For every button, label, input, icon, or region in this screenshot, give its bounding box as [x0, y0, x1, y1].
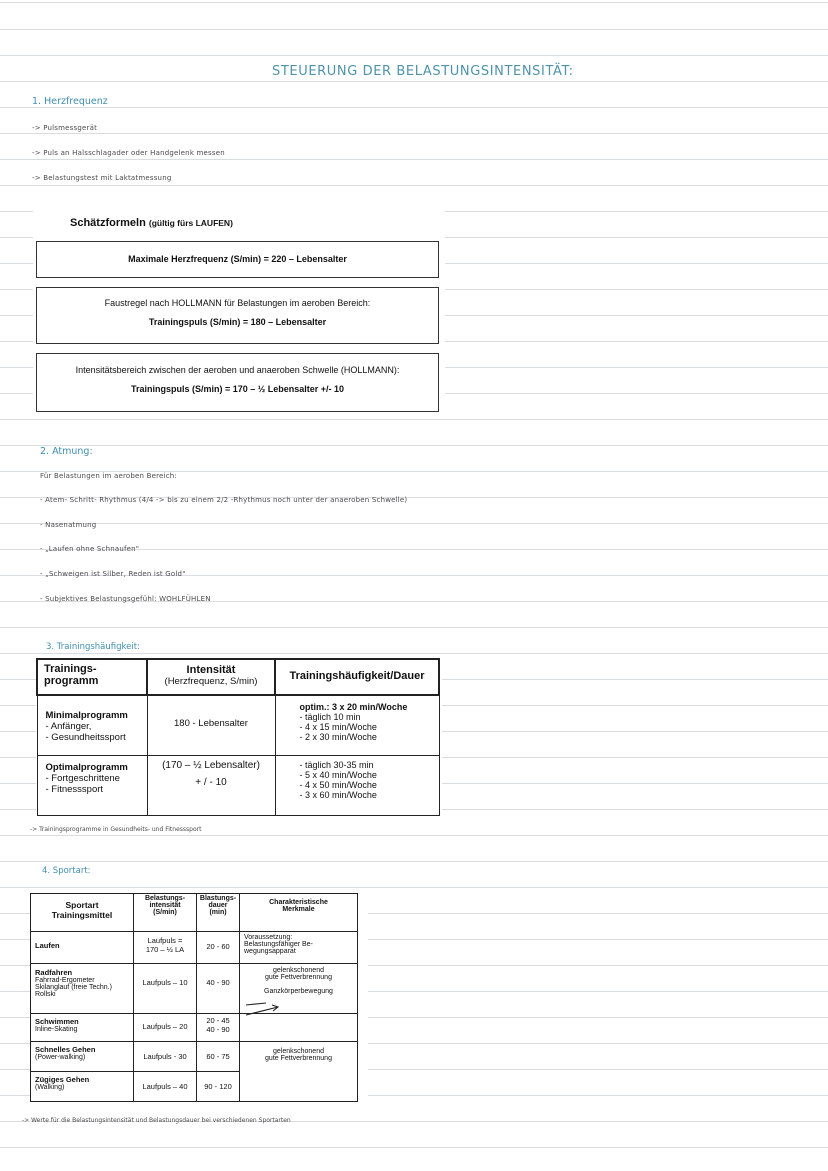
list-item: - Nasenatmung	[40, 521, 97, 529]
col-header-program: Trainings- programm	[37, 659, 147, 695]
formula-box-max-hr	[36, 241, 439, 278]
intensity-cell: (170 – ½ Lebensalter) + / - 10	[147, 755, 275, 815]
list-item: -> Pulsmessgerät	[32, 124, 98, 132]
table-row	[31, 1014, 358, 1042]
frequency-cell: optim.: 3 x 20 min/Woche - täglich 10 min - 4 x 15 min/Woche - 2 x 30 min/Woche	[275, 695, 439, 755]
duration-cell: 40 - 90	[197, 964, 240, 1014]
table-row	[31, 1042, 358, 1072]
section-frequency-heading: 3. Trainingshäufigkeit:	[46, 642, 140, 652]
list-item: - „Laufen ohne Schnaufen"	[40, 545, 140, 553]
features-cell: gelenkschonend gute Fettverbrennung Ganzkörperbewegung	[240, 964, 358, 1014]
sport-table-note: -> Werte für die Belastungsintensität und Belastungsdauer bei verschiedenen Sportarten	[22, 1117, 291, 1124]
table-row	[31, 1072, 358, 1102]
breathing-intro: Für Belastungen im aeroben Bereich:	[40, 472, 177, 480]
sport-table	[30, 893, 358, 1102]
table-row	[37, 695, 439, 755]
formula-training-pulse-threshold: Trainingspuls (S/min) = 170 – ½ Lebensalter +/- 10	[130, 384, 345, 394]
formula-max-hr: Maximale Herzfrequenz (S/min) = 220 – Lebensalter	[128, 254, 347, 264]
section-heart-rate-heading: 1. Herzfrequenz	[32, 96, 108, 107]
duration-cell: 90 - 120	[197, 1072, 240, 1102]
features-cell: gelenkschonend gute Fettverbrennung	[240, 1042, 358, 1072]
formula-threshold-range: Intensitätsbereich zwischen der aeroben und anaeroben Schwelle (HOLLMANN):	[75, 365, 400, 375]
sport-table-panel	[30, 893, 368, 1119]
list-item: - Atem- Schritt- Rhythmus (4/4 -> bis zu einem 2/2 -Rhythmus noch unter der anaeroben Schwelle)	[40, 496, 408, 504]
sport-cell: Schwimmen Inline-Skating	[31, 1014, 134, 1042]
formula-hollmann-rule: Faustregel nach HOLLMANN für Belastungen im aeroben Bereich:	[104, 298, 371, 308]
sport-cell: Radfahren Fahrrad-Ergometer Skilanglauf (freie Techn.) Rollski	[31, 964, 134, 1014]
list-item: -> Belastungstest mit Laktatmessung	[32, 174, 172, 182]
frequency-table-panel	[36, 658, 442, 828]
frequency-table-note: -> Trainingsprogramme in Gesundheits- und Fitnesssport	[30, 826, 202, 833]
formula-box-hollmann-aerobic	[36, 287, 439, 344]
col-header-features: Charakteristische Merkmale	[240, 894, 358, 932]
intensity-cell: Laufpuls – 40	[134, 1072, 197, 1102]
features-cell	[240, 1072, 358, 1102]
table-row	[31, 964, 358, 1014]
intensity-cell: Laufpuls – 20	[134, 1014, 197, 1042]
intensity-cell: Laufpuls = 170 – ½ LA	[134, 932, 197, 964]
program-cell: Minimalprogramm - Anfänger, - Gesundheitssport	[37, 695, 147, 755]
arrow-icon	[244, 1001, 284, 1021]
table-row	[31, 932, 358, 964]
formula-training-pulse-aerobic: Trainingspuls (S/min) = 180 – Lebensalter	[148, 317, 327, 327]
sport-cell: Laufen	[31, 932, 134, 964]
col-header-load-intensity: Belastungs- intensität (S/min)	[134, 894, 197, 932]
col-header-frequency: Trainingshäufigkeit/Dauer	[275, 659, 439, 695]
frequency-table	[36, 658, 440, 816]
duration-cell: 20 - 60	[197, 932, 240, 964]
col-header-sport: Sportart Trainingsmittel	[31, 894, 134, 932]
duration-cell: 20 - 45 40 - 90	[197, 1014, 240, 1042]
frequency-cell: - täglich 30-35 min - 5 x 40 min/Woche - 4 x 50 min/Woche - 3 x 60 min/Woche	[275, 755, 439, 815]
col-header-intensity: Intensität (Herzfrequenz, S/min)	[147, 659, 275, 695]
features-cell: Voraussetzung: Belastungsfähiger Be- wegungsapparat	[240, 932, 358, 964]
section-sport-heading: 4. Sportart:	[42, 866, 91, 876]
intensity-cell: 180 - Lebensalter	[147, 695, 275, 755]
list-item: - Subjektives Belastungsgefühl: WOHLFÜHLEN	[40, 595, 211, 603]
sport-cell: Schnelles Gehen (Power-walking)	[31, 1042, 134, 1072]
program-cell: Optimalprogramm - Fortgeschrittene - Fitnesssport	[37, 755, 147, 815]
page-title: STEUERUNG DER BELASTUNGSINTENSITÄT:	[272, 64, 574, 79]
intensity-cell: Laufpuls – 10	[134, 964, 197, 1014]
formula-box-threshold	[36, 353, 439, 412]
list-item: -> Puls an Halsschlagader oder Handgelenk messen	[32, 149, 225, 157]
section-breathing-heading: 2. Atmung:	[40, 446, 93, 457]
list-item: - „Schweigen ist Silber, Reden ist Gold"	[40, 570, 186, 578]
sport-cell: Zügiges Gehen (Walking)	[31, 1072, 134, 1102]
intensity-cell: Laufpuls - 30	[134, 1042, 197, 1072]
col-header-load-duration: Blastungs- dauer (min)	[197, 894, 240, 932]
duration-cell: 60 - 75	[197, 1042, 240, 1072]
formulas-title: Schätzformeln (gültig fürs LAUFEN)	[70, 217, 233, 229]
table-row	[37, 755, 439, 815]
